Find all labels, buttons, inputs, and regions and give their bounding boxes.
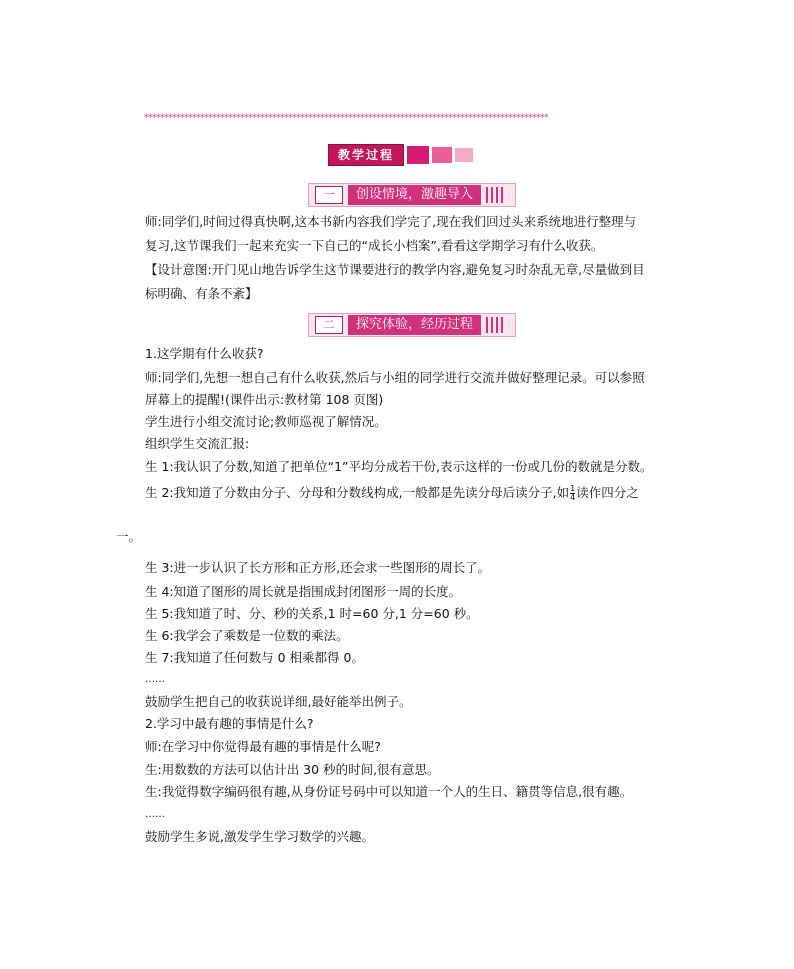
student-answer: 生 1:我认识了分数,知道了把单位“1”平均分成若干份,表示这样的一份或几份的数就是分数。 bbox=[145, 459, 653, 474]
decor-square-dark bbox=[407, 146, 429, 164]
decorative-star-border: ***************************************************************************************************** bbox=[144, 113, 548, 123]
intro-paragraph-line: 复习,这节课我们一起来充实一下自己的“成长小档案”,看看这学期学习有什么收获。 bbox=[145, 238, 604, 253]
ellipsis: …… bbox=[145, 809, 165, 820]
design-intent-line: 标明确、有条不紊】 bbox=[145, 286, 258, 301]
student-answer: 生:用数数的方法可以估计出 30 秒的时间,很有意思。 bbox=[145, 762, 440, 777]
section-heading-2 bbox=[308, 313, 516, 337]
body-line: 组织学生交流汇报: bbox=[145, 436, 250, 451]
section-number: 一 bbox=[315, 186, 343, 204]
decor-square-light bbox=[455, 148, 473, 162]
teacher-line: 师:同学们,先想一想自己有什么收获,然后与小组的同学进行交流并做好整理记录。可以参照 bbox=[145, 370, 645, 385]
section-number: 二 bbox=[315, 316, 343, 334]
fraction-numerator: 1 bbox=[570, 484, 576, 493]
section-title: 探究体验，经历过程 bbox=[348, 315, 481, 335]
teaching-process-header bbox=[328, 145, 473, 165]
answer-text: 读作四分之 bbox=[576, 485, 639, 500]
teacher-line: 屏幕上的提醒!(课件出示:教材第 108 页图) bbox=[145, 392, 384, 407]
student-answer-fraction bbox=[145, 484, 639, 502]
student-answer-continuation: 一。 bbox=[116, 529, 142, 544]
student-answer: 生 4:知道了图形的周长就是指围成封闭图形一周的长度。 bbox=[145, 584, 462, 599]
teacher-line: 师:在学习中你觉得最有趣的事情是什么呢? bbox=[145, 739, 381, 754]
fraction-one-quarter bbox=[570, 485, 575, 502]
student-answer: 生:我觉得数字编码很有趣,从身份证号码中可以知道一个人的生日、籍贯等信息,很有趣。 bbox=[145, 784, 633, 799]
intro-paragraph-line: 师:同学们,时间过得真快啊,这本书新内容我们学完了,现在我们回过头来系统地进行整理与 bbox=[145, 214, 637, 229]
section-heading-1 bbox=[308, 183, 516, 207]
student-answer: 生 5:我知道了时、分、秒的关系,1 时=60 分,1 分=60 秒。 bbox=[145, 606, 479, 621]
design-intent-line: 【设计意图:开门见山地告诉学生这节课要进行的教学内容,避免复习时杂乱无章,尽量做到目 bbox=[145, 262, 645, 277]
teaching-process-title: 教学过程 bbox=[328, 144, 404, 166]
encourage-line: 鼓励学生多说,激发学生学习数学的兴趣。 bbox=[145, 829, 374, 844]
student-answer: 生 3:进一步认识了长方形和正方形,还会求一些图形的周长了。 bbox=[145, 560, 491, 575]
fraction-denominator: 4 bbox=[570, 493, 576, 502]
answer-text: 生 2:我知道了分数由分子、分母和分数线构成,一般都是先读分母后读分子,如 bbox=[145, 485, 570, 500]
student-answer: 生 6:我学会了乘数是一位数的乘法。 bbox=[145, 628, 349, 643]
encourage-line: 鼓励学生把自己的收获说详细,最好能举出例子。 bbox=[145, 694, 412, 709]
ellipsis: …… bbox=[145, 674, 165, 685]
question-heading: 1.这学期有什么收获? bbox=[145, 346, 264, 361]
student-answer: 生 7:我知道了任何数与 0 相乘都得 0。 bbox=[145, 650, 364, 665]
decor-bars bbox=[486, 187, 503, 203]
decor-square-mid bbox=[432, 147, 452, 163]
body-line: 学生进行小组交流讨论;教师巡视了解情况。 bbox=[145, 414, 387, 429]
question-heading: 2.学习中最有趣的事情是什么? bbox=[145, 716, 314, 731]
section-title: 创设情境，激趣导入 bbox=[348, 185, 481, 205]
decor-bars bbox=[486, 317, 503, 333]
